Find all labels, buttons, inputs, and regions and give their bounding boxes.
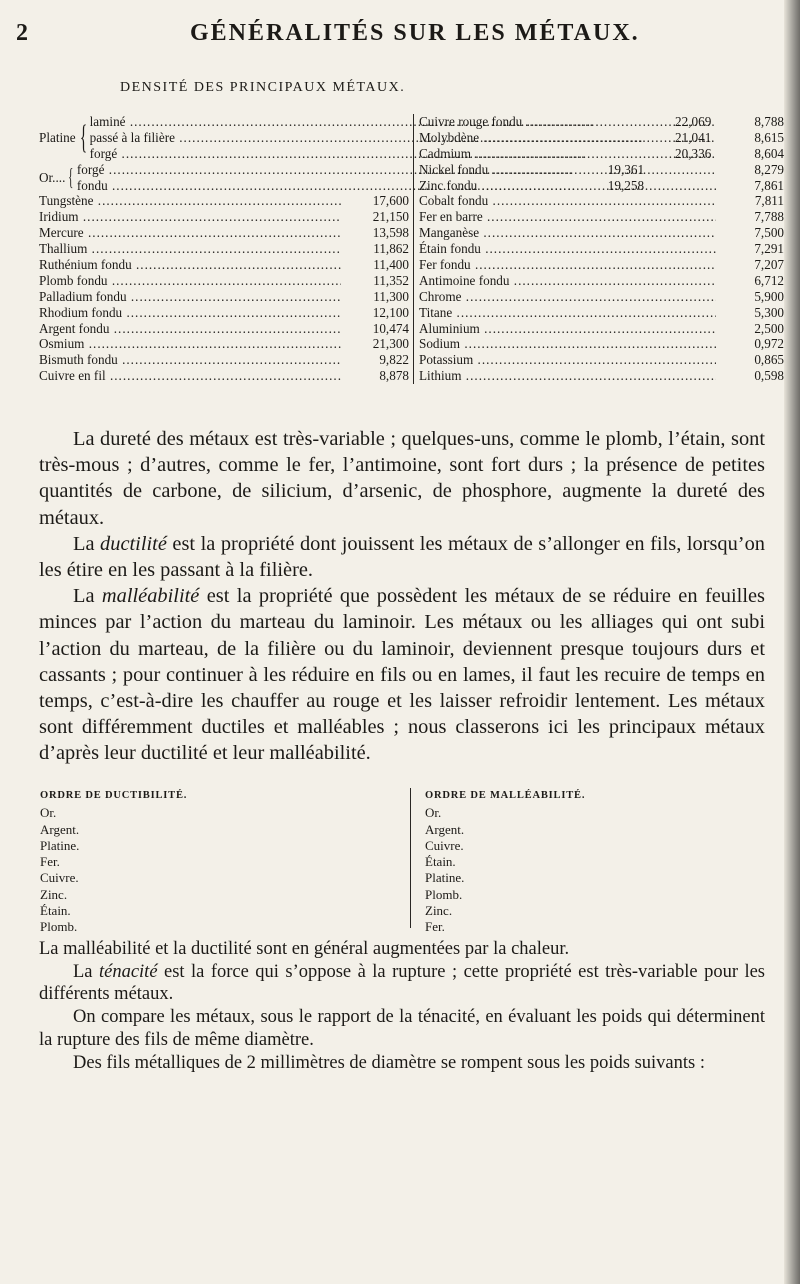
- table-row: [39, 241, 409, 257]
- density-value: 7,500: [754, 225, 784, 241]
- metal-name: Palladium fondu .....: [39, 289, 341, 305]
- metal-name: forgé .....: [77, 162, 576, 178]
- left-simple-rows: [39, 193, 409, 384]
- table-row: [419, 225, 784, 241]
- list-item: Platine.: [40, 837, 80, 853]
- page-number: 2: [16, 20, 28, 46]
- metal-name: Titane .....: [419, 305, 716, 321]
- density-value: 7,811: [754, 193, 784, 209]
- metal-name: Chrome .....: [419, 289, 716, 305]
- list-item: Fer.: [425, 919, 445, 935]
- list-item: Fer.: [40, 854, 60, 870]
- table-row: [39, 209, 409, 225]
- table-row: [419, 352, 784, 368]
- metal-name: Osmium .....: [39, 336, 341, 352]
- list-item: Étain.: [40, 903, 71, 919]
- body-text-2: [39, 938, 765, 1074]
- group-label-or: Or....: [39, 169, 66, 185]
- list-item: Zinc.: [425, 903, 453, 919]
- paragraph-chaleur: La malléabilité et la ductilité sont en général augmentées par la chaleur.: [39, 939, 570, 959]
- malleability-order-heading: ORDRE DE MALLÉABILITÉ.: [425, 790, 586, 801]
- table-row: [419, 162, 784, 178]
- density-value: 11,352: [373, 272, 409, 288]
- density-value: 7,207: [754, 257, 784, 273]
- list-item: Cuivre.: [425, 837, 464, 853]
- metal-name: Aluminium .....: [419, 321, 716, 337]
- list-item: Or.: [40, 805, 57, 821]
- density-value: 8,279: [754, 161, 784, 177]
- metal-name: Plomb fondu .....: [39, 273, 341, 289]
- density-value: 8,604: [754, 145, 784, 161]
- running-title: GÉNÉRALITÉS SUR LES MÉTAUX.: [190, 20, 640, 46]
- metal-name: laminé .....: [90, 114, 644, 130]
- table-row: [419, 178, 784, 194]
- table-row: [419, 130, 784, 146]
- brace-icon: {: [79, 118, 87, 156]
- table-row: [419, 321, 784, 337]
- table-row: [39, 336, 409, 352]
- metal-name: passé à la filière .....: [90, 130, 644, 146]
- table-row: [419, 257, 784, 273]
- table-row: [419, 193, 784, 209]
- paragraph-tenacite: La ténacité est la force qui s’oppose à la rupture ; cette propriété est très-variable pour les différents métaux.: [39, 961, 766, 1005]
- metal-name: Nickel fondu .....: [419, 162, 716, 178]
- metal-name: fondu .....: [77, 178, 576, 194]
- table-row: [39, 193, 409, 209]
- metal-name: Molybdène .....: [419, 130, 716, 146]
- density-value: 21,150: [372, 209, 409, 225]
- metal-name: forgé .....: [90, 146, 644, 162]
- table-row: [39, 321, 409, 337]
- density-value: 7,861: [754, 177, 784, 193]
- table-row: [419, 305, 784, 321]
- density-value: 9,822: [379, 352, 409, 368]
- table-row: [39, 305, 409, 321]
- density-value: 19,361: [607, 161, 645, 177]
- table-row: [39, 273, 409, 289]
- list-item: Or.: [425, 805, 442, 821]
- metal-name: Mercure .....: [39, 225, 341, 241]
- table-row: [39, 289, 409, 305]
- list-item: Plomb.: [40, 919, 78, 935]
- density-value: 5,300: [754, 304, 784, 320]
- density-value: 17,600: [372, 193, 409, 209]
- ductility-order-heading: ORDRE DE DUCTIBILITÉ.: [40, 790, 188, 801]
- density-value: 5,900: [754, 288, 784, 304]
- term-ductilite: ductilité: [100, 532, 167, 555]
- density-value: 21,300: [372, 336, 409, 352]
- metal-name: Manganèse .....: [419, 225, 716, 241]
- list-item: Cuivre.: [40, 870, 79, 886]
- table-row: [419, 336, 784, 352]
- group-label-platine: Platine: [39, 129, 76, 145]
- table-row: [419, 241, 784, 257]
- density-value: 6,712: [754, 272, 784, 288]
- metal-name: Fer en barre .....: [419, 209, 716, 225]
- paragraph-compare: On compare les métaux, sous le rapport de la ténacité, en évaluant les poids qui déterminent la rupture des fils de même diamètre.: [39, 1007, 765, 1050]
- metal-name: Antimoine fondu .....: [419, 273, 716, 289]
- table-row: [39, 225, 409, 241]
- list-item: Argent.: [425, 821, 465, 837]
- table-row: [419, 114, 784, 130]
- density-value: 8,615: [754, 129, 784, 145]
- term-malleabilite: malléabilité: [101, 585, 200, 608]
- metal-name: Cadmium .....: [419, 146, 716, 162]
- table-row: [419, 146, 784, 162]
- metal-name: Cobalt fondu .....: [419, 193, 716, 209]
- density-value: 8,878: [379, 368, 409, 384]
- page-edge-shadow: [784, 0, 800, 1284]
- table-row: [419, 209, 784, 225]
- density-value: 7,291: [754, 241, 784, 257]
- table-row: [419, 273, 784, 289]
- metal-name: Thallium .....: [39, 241, 341, 257]
- metal-name: Cuivre rouge fondu .....: [419, 114, 716, 130]
- density-value: 0,865: [754, 352, 784, 368]
- paragraph-ductilite: La ductilité est la propriété dont jouissent les métaux de s’allonger en fils, lorsqu’on les étire en les passant à la filière.: [39, 532, 765, 582]
- metal-name: Cuivre en fil .....: [39, 368, 341, 384]
- density-table-right: [413, 114, 784, 384]
- density-value: 19,258: [607, 177, 645, 193]
- density-value: 22,069: [675, 114, 712, 129]
- list-item: Plomb.: [425, 886, 463, 902]
- density-value: 10,474: [372, 320, 409, 336]
- table-row: [39, 257, 409, 273]
- paragraph-fils: Des fils métalliques de 2 millimètres de diamètre se rompent sous les poids suivants :: [73, 1052, 705, 1073]
- metal-name: Lithium .....: [419, 368, 716, 384]
- list-item: Platine.: [425, 870, 465, 886]
- malleability-order-list: [410, 788, 725, 935]
- list-item: Zinc.: [40, 886, 68, 902]
- metal-name: Sodium .....: [419, 336, 716, 352]
- metal-name: Potassium .....: [419, 352, 716, 368]
- density-value: 11,400: [373, 257, 409, 273]
- density-value: 0,972: [754, 336, 784, 352]
- table-row: [39, 352, 409, 368]
- density-value: 7,788: [754, 209, 784, 225]
- density-value: 2,500: [754, 320, 784, 336]
- density-value: 0,598: [754, 368, 784, 384]
- list-item: Étain.: [425, 854, 456, 870]
- metal-name: Argent fondu .....: [39, 321, 341, 337]
- table-row: [39, 368, 409, 384]
- brace-icon: {: [68, 164, 74, 191]
- term-tenacite: ténacité: [98, 961, 158, 982]
- ductility-order-list: [40, 788, 340, 936]
- paragraph-durete: La dureté des métaux est très-variable ; quelques-uns, comme le plomb, l’étain, sont très-mous ; d’autres, comme le fer, l’antimoine, sont fort durs ; la présence de petites quantités de carbone, de silicium, d’arsenic, de phosphore, augmente la dureté des métaux.: [39, 428, 765, 529]
- density-value: 11,300: [373, 288, 409, 304]
- density-value: 8,788: [754, 114, 784, 129]
- body-text-1: [39, 426, 765, 767]
- metal-name: Tungstène .....: [39, 193, 341, 209]
- metal-name: Rhodium fondu .....: [39, 305, 341, 321]
- table-row: [419, 368, 784, 384]
- metal-name: Bismuth fondu .....: [39, 352, 341, 368]
- density-value: 20,336: [675, 145, 712, 161]
- paragraph-malleabilite: La malléabilité est la propriété que possèdent les métaux de se réduire en feuilles minces par l’action du marteau du laminoir. Les métaux ou les alliages qui ont subi l’action du marteau, de la filière ou du laminoir, deviennent presque toujours durs et cassants ; pour continuer à les réduire en fils ou en lames, il faut les recuire de temps en temps, c’est-à-dire les chauffer au rouge et les laisser refroidir lentement. Les métaux sont différemment ductiles et malléables ; nous classerons ici les principaux métaux d’après leur ductilité et leur malléabilité.: [39, 585, 765, 765]
- density-value: 12,100: [372, 304, 409, 320]
- density-value: 21,041: [675, 129, 712, 145]
- metal-name: Iridium .....: [39, 209, 341, 225]
- metal-name: Fer fondu .....: [419, 257, 716, 273]
- metal-name: Ruthénium fondu .....: [39, 257, 341, 273]
- list-item: Argent.: [40, 821, 80, 837]
- table-caption: DENSITÉ DES PRINCIPAUX MÉTAUX.: [120, 80, 406, 95]
- density-value: 11,862: [373, 241, 409, 257]
- density-value: 13,598: [372, 225, 409, 241]
- table-row: [419, 289, 784, 305]
- metal-name: Étain fondu .....: [419, 241, 716, 257]
- metal-name: Zinc fondu .....: [419, 178, 716, 194]
